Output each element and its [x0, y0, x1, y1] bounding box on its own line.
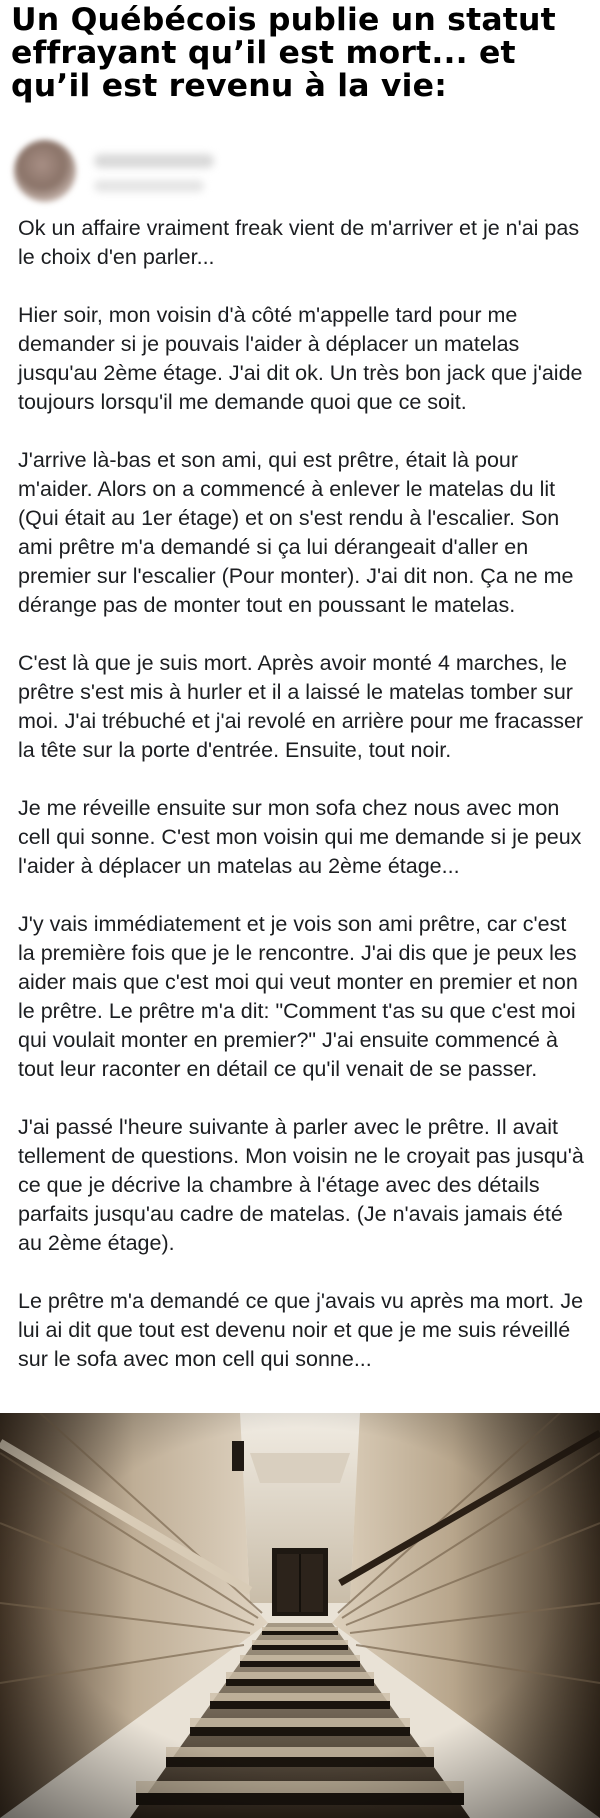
- post-body: [18, 214, 584, 1374]
- post-meta-redacted: [94, 180, 204, 192]
- avatar[interactable]: [14, 140, 76, 202]
- post-paragraph: Hier soir, mon voisin d'à côté m'appelle tard pour me demander si je pouvais l'aider à déplacer un matelas jusqu'au 2ème étage. J'ai dit ok. Un très bon jack que j'aide toujours lorsqu'il me demande quoi que ce soit.: [18, 303, 583, 414]
- post-paragraph: J'y vais immédiatement et je vois son ami prêtre, car c'est la première fois que je le rencontre. J'ai dis que je peux les aider mais que c'est moi qui veut monter en premier et non le prêtre. Le prêtre m'a dit: "Comment t'as su que c'est moi qui voulait monter en premier?" J'ai ensuite commencé à tout leur raconter en détail ce qu'il venait de se passer.: [18, 912, 578, 1081]
- post-paragraph: Je me réveille ensuite sur mon sofa chez nous avec mon cell qui sonne. C'est mon voisin qui me demande si je peux l'aider à déplacer un matelas au 2ème étage...: [18, 796, 582, 878]
- post-paragraph: C'est là que je suis mort. Après avoir monté 4 marches, le prêtre s'est mis à hurler et il a laissé le matelas tomber sur moi. J'ai trébuché et j'ai revolé en arrière pour me fracasser la tête sur la porte d'entrée. Ensuite, tout noir.: [18, 651, 584, 762]
- post-paragraph: J'ai passé l'heure suivante à parler avec le prêtre. Il avait tellement de questions. Mon voisin ne le croyait pas jusqu'à ce que je décrive la chambre à l'étage avec des détails parfaits jusqu'au cadre de matelas. (Je n'avais jamais été au 2ème étage).: [18, 1115, 584, 1255]
- post-paragraph: Le prêtre m'a demandé ce que j'avais vu après ma mort. Je lui ai dit que tout est devenu noir et que je me suis réveillé sur le sofa avec mon cell qui sonne...: [18, 1289, 584, 1371]
- headline: Un Québécois publie un statut effrayant qu’il est mort... et qu’il est revenu à la vie:: [11, 2, 556, 104]
- post-author-blurred: [14, 134, 274, 206]
- post-paragraph: J'arrive là-bas et son ami, qui est prêtre, était là pour m'aider. Alors on a commencé à enlever le matelas du lit (Qui était au 1er étage) et on s'est rendu à l'escalier. Son ami prêtre m'a demandé si ça lui dérangeait d'aller en premier sur l'escalier (Pour monter). J'ai dit non. Ça ne me dérange pas de monter tout en poussant le matelas.: [18, 448, 574, 617]
- staircase-photo: [0, 1413, 600, 1818]
- author-name-redacted: [94, 154, 214, 168]
- post-paragraph: Ok un affaire vraiment freak vient de m'arriver et je n'ai pas le choix d'en parler...: [18, 216, 580, 269]
